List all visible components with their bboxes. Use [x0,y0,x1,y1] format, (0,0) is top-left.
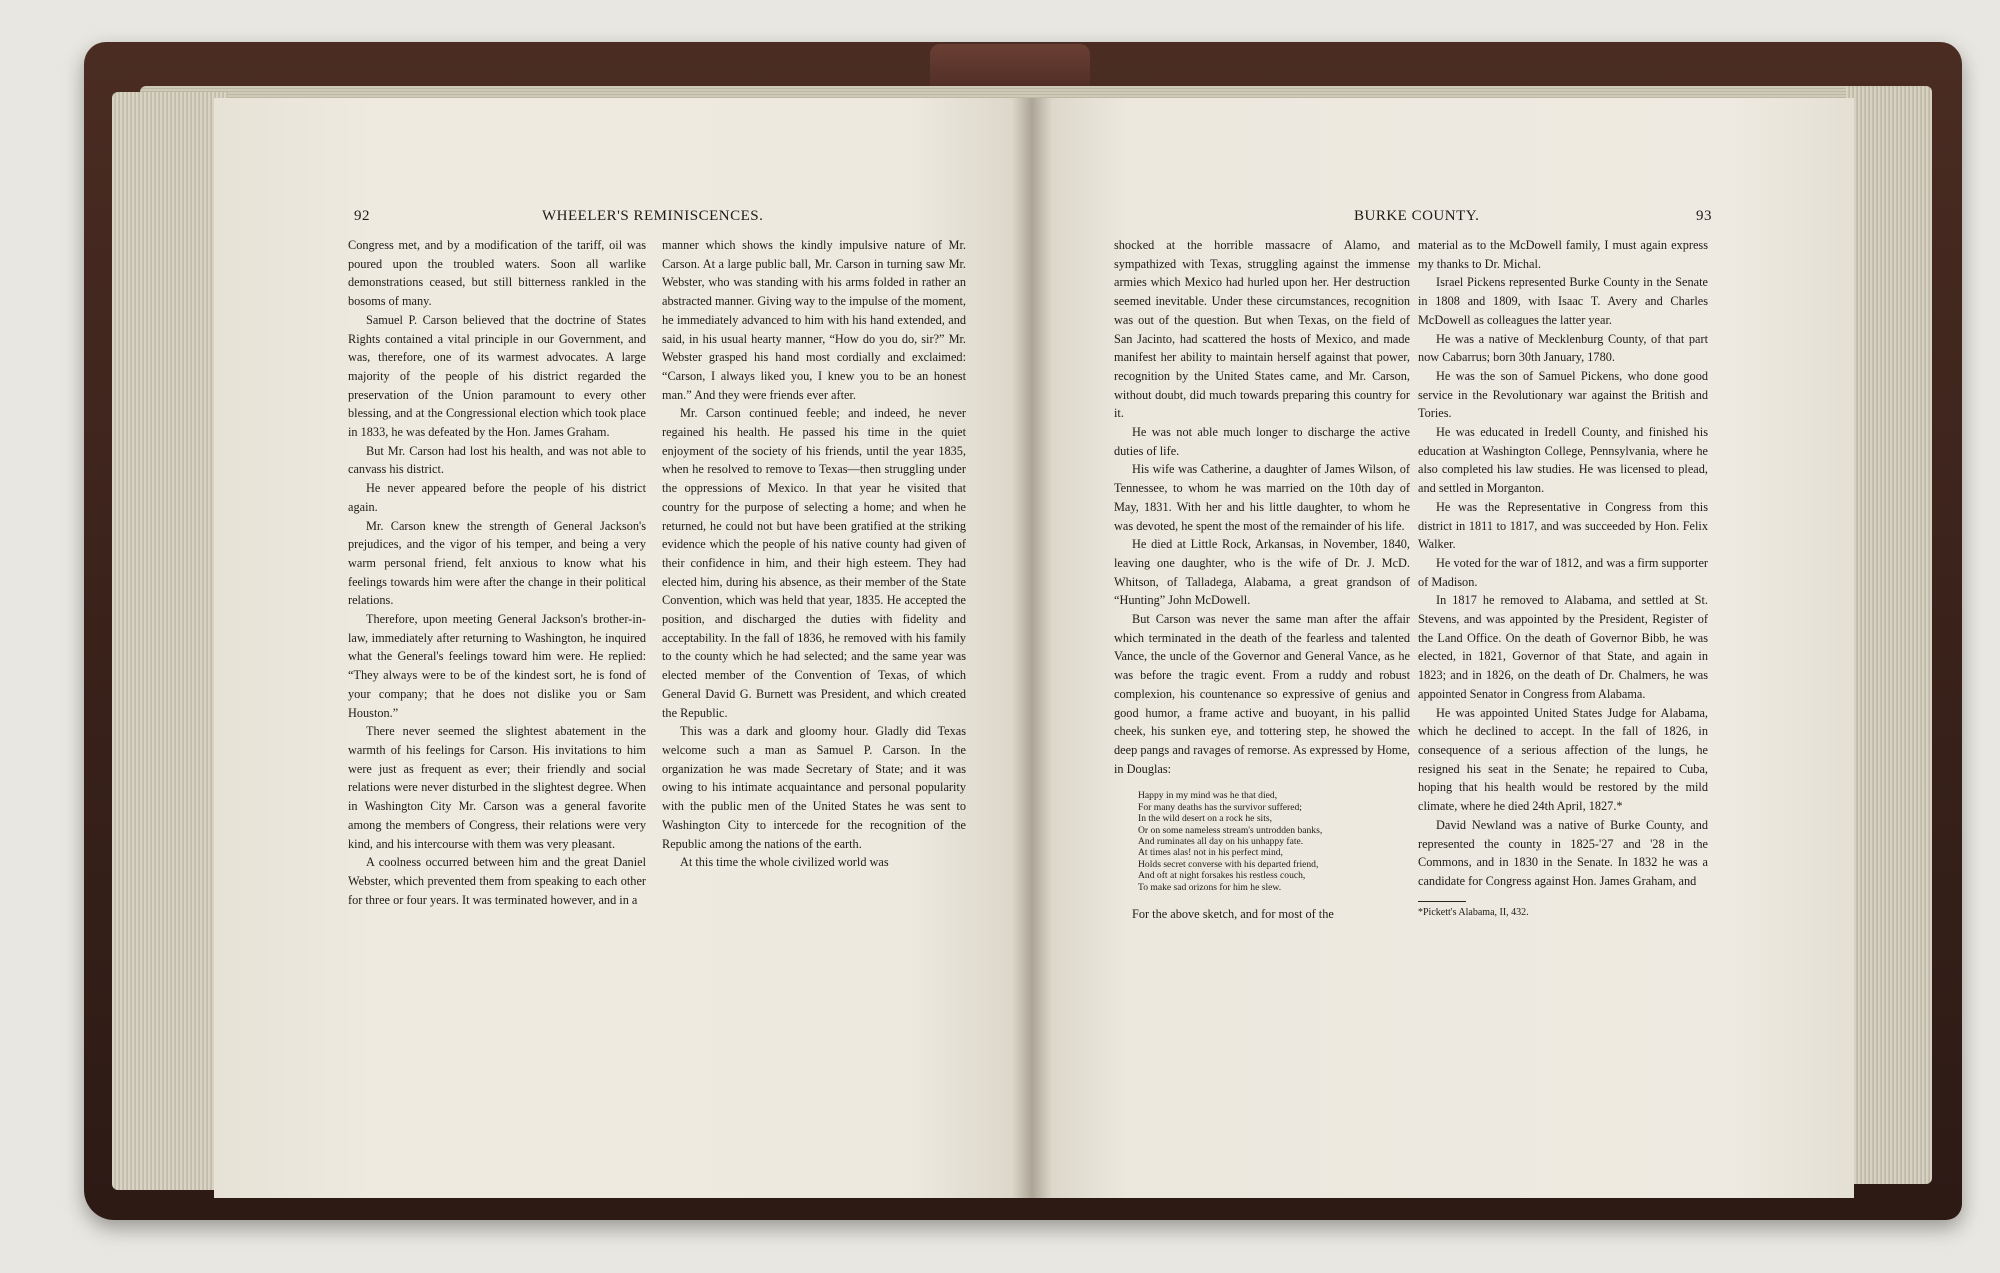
poem-line: In the wild desert on a rock he sits, [1138,813,1273,825]
paragraph: Congress met, and by a modification of the tariff, oil was poured upon the troubled waters. Soon all warlike demonstrations ceased, but still bitterness rankled in the bosoms of many. [348,238,646,309]
paragraph: He died at Little Rock, Arkansas, in November, 1840, leaving one daughter, who is the wife of Dr. J. McD. Whitson, of Talladega, Alabama, a great grandson of “Hunting” John McDowell. [1114,537,1410,608]
page-edges-left [112,92,228,1190]
poem-line: Or on some nameless stream's untrodden banks, [1138,824,1323,836]
poem-line: And oft at night forsakes his restless couch, [1138,870,1306,882]
right-page-number: 93 [1696,208,1712,224]
right-column-2 [1418,236,1708,919]
paragraph: He was the Representative in Congress from this district in 1811 to 1817, and was succeeded by Hon. Felix Walker. [1418,499,1708,552]
paragraph: Mr. Carson continued feeble; and indeed, he never regained his health. He passed his time in the quiet enjoyment of the society of his friends, until the year 1835, when he resolved to remove to Texas—then struggling under the oppressions of Mexico. In that year he visited that country for the purpose of selecting a home; and when he returned, he could not but have been gratified at the striking evidence which the people of his native county had given of their confidence in him, and their high esteem. They had elected him, during his absence, as their member of the State Convention, which was held that year, 1835. He accepted the position, and discharged the duties with fidelity and acceptability. In the fall of 1836, he removed with his family to the county which he had selected; and the same year was elected member of the Convention of Texas, of which General David G. Burnett was President, and which created the Republic. [662,406,966,720]
left-column-2 [662,236,966,872]
paragraph: He was educated in Iredell County, and finished his education at Washington College, Pennsylvania, where he also completed his law studies. He was licensed to plead, and settled in Morganton. [1418,425,1708,496]
paragraph: David Newland was a native of Burke County, and represented the county in 1825-'27 and '28 in the Commons, and in 1830 in the Senate. In 1832 he was a candidate for Congress against Hon. James Graham, and [1418,817,1708,888]
paragraph: He was a native of Mecklenburg County, of that part now Cabarrus; born 30th January, 1780. [1418,331,1708,365]
paragraph: For the above sketch, and for most of the [1132,907,1334,922]
book-gutter [1012,98,1052,1198]
footnote-rule [1418,901,1466,902]
paragraph: He was appointed United States Judge for Alabama, which he declined to accept. In the fall of 1826, in consequence of a serious affection of the lungs, he resigned his seat in the Senate; he repaired to Cuba, hoping that his health would be restored by the mild climate, where he died 24th April, 1827.* [1418,705,1708,814]
left-page-number: 92 [354,208,370,224]
paragraph: There never seemed the slightest abatement in the warmth of his feelings for Carson. His invitations to him were just as frequent as ever; their friendly and social relations were never disturbed in the slightest degree. When in Washington City Mr. Carson was a general favorite among the members of Congress, their relations were very kind, and his intercourse with them was very pleasant. [348,724,646,851]
paragraph: He was not able much longer to discharge the active duties of life. [1114,425,1410,458]
paragraph: He was the son of Samuel Pickens, who done good service in the Revolutionary war against the British and Tories. [1418,368,1708,421]
left-page [214,98,1032,1198]
poem-quote [1138,790,1410,893]
paragraph: In 1817 he removed to Alabama, and settled at St. Stevens, and was appointed by the President, Register of the Land Office. On the death of Governor Bibb, he was elected, in 1821, Governor of that State, and again in 1823; and in 1826, on the death of Dr. Chalmers, he was appointed Senator in Congress from Alabama. [1418,593,1708,701]
left-running-head: WHEELER'S REMINISCENCES. [542,208,764,224]
paragraph: Israel Pickens represented Burke County in the Senate in 1808 and 1809, with Isaac T. Avery and Charles McDowell as colleagues the latter year. [1418,275,1708,327]
paragraph: He voted for the war of 1812, and was a firm supporter of Madison. [1418,555,1708,589]
paragraph: But Mr. Carson had lost his health, and was not able to canvass his district. [348,443,646,477]
paragraph: material as to the McDowell family, I must again express my thanks to Dr. Michal. [1418,238,1708,271]
poem-line: For many deaths has the survivor suffered; [1138,801,1302,813]
paragraph: He never appeared before the people of his district again. [348,481,646,514]
paragraph: Therefore, upon meeting General Jackson's brother-in-law, immediately after returning to Washington, he inquired what the General's feelings toward him were. He replied: “They always were to be of the kindest sort, he is fond of your company; that he does not dislike you or Sam Houston.” [348,612,646,720]
poem-line: Happy in my mind was he that died, [1138,790,1278,802]
paragraph: At this time the whole civilized world was [680,855,889,870]
paragraph: His wife was Catherine, a daughter of James Wilson, of Tennessee, to whom he was married on the 10th day of May, 1831. With her and his little daughter, to whom he was devoted, he spent the most of the remainder of his life. [1114,462,1410,533]
footnote: *Pickett's Alabama, II, 432. [1418,906,1529,918]
page-edges-right [1846,86,1932,1184]
paragraph: This was a dark and gloomy hour. Gladly did Texas welcome such a man as Samuel P. Carson. In the organization he was made Secretary of State; and it was owing to his intimate acquaintance and personal popularity with the public men of the United States he was sent to Washington City to intercede for the recognition of the Republic among the nations of the earth. [662,724,966,851]
paragraph: Samuel P. Carson believed that the doctrine of States Rights contained a vital principle in our Government, and was, therefore, one of its warmest advocates. A large majority of the people of his district regarded the preservation of the Union paramount to every other blessing, and at the Congressional election which took place in 1833, he was defeated by the Hon. James Graham. [348,312,646,440]
paragraph: Mr. Carson knew the strength of General Jackson's prejudices, and the vigor of his temper, and being a very warm personal friend, felt anxious to know what his feelings towards him were after the change in their political relations. [348,518,646,608]
paragraph: A coolness occurred between him and the great Daniel Webster, which prevented them from speaking to each other for three or four years. It was terminated however, and in a [348,855,646,907]
poem-line: And ruminates all day on his unhappy fate. [1138,836,1304,848]
poem-line: At times alas! not in his perfect mind, [1138,847,1283,859]
right-running-head: BURKE COUNTY. [1354,208,1480,224]
right-column-1 [1114,236,1410,924]
paragraph: shocked at the horrible massacre of Alamo, and sympathized with Texas, struggling against the immense armies which Mexico had hurled upon her. Her destruction seemed inevitable. Under these circumstances, recognition was out of the question. But when Texas, on the field of San Jacinto, had scattered the hosts of Mexico, and made manifest her ability to maintain herself against that power, recognition by the United States came, and Mr. Carson, without doubt, did much towards preparing this country for it. [1114,238,1410,421]
poem-line: Holds secret converse with his departed friend, [1138,858,1319,870]
paragraph: But Carson was never the same man after the affair which terminated in the death of the fearless and talented Vance, the uncle of the Governor and General Vance, as he was before the tragic event. From a ruddy and robust complexion, his countenance so expressive of genius and good humor, a frame active and buoyant, in his pallid cheek, his sunken eye, and tottering step, he showed the deep pangs and ravages of remorse. As expressed by Home, in Douglas: [1114,612,1410,776]
right-page [1030,98,1854,1198]
poem-line: To make sad orizons for him he slew. [1138,881,1282,893]
left-column-1 [348,236,646,909]
paragraph: manner which shows the kindly impulsive nature of Mr. Carson. At a large public ball, Mr. Carson in turning saw Mr. Webster, who was standing with his arms folded in rather an abstracted manner. Giving way to the impulse of the moment, he immediately advanced to him with his hand extended, and said, in his usual hearty manner, “How do you do, sir?” Mr. Webster grasped his hand most cordially and exclaimed: “Carson, I always liked you, I knew you to be an honest man.” And they were friends ever after. [662,238,966,402]
